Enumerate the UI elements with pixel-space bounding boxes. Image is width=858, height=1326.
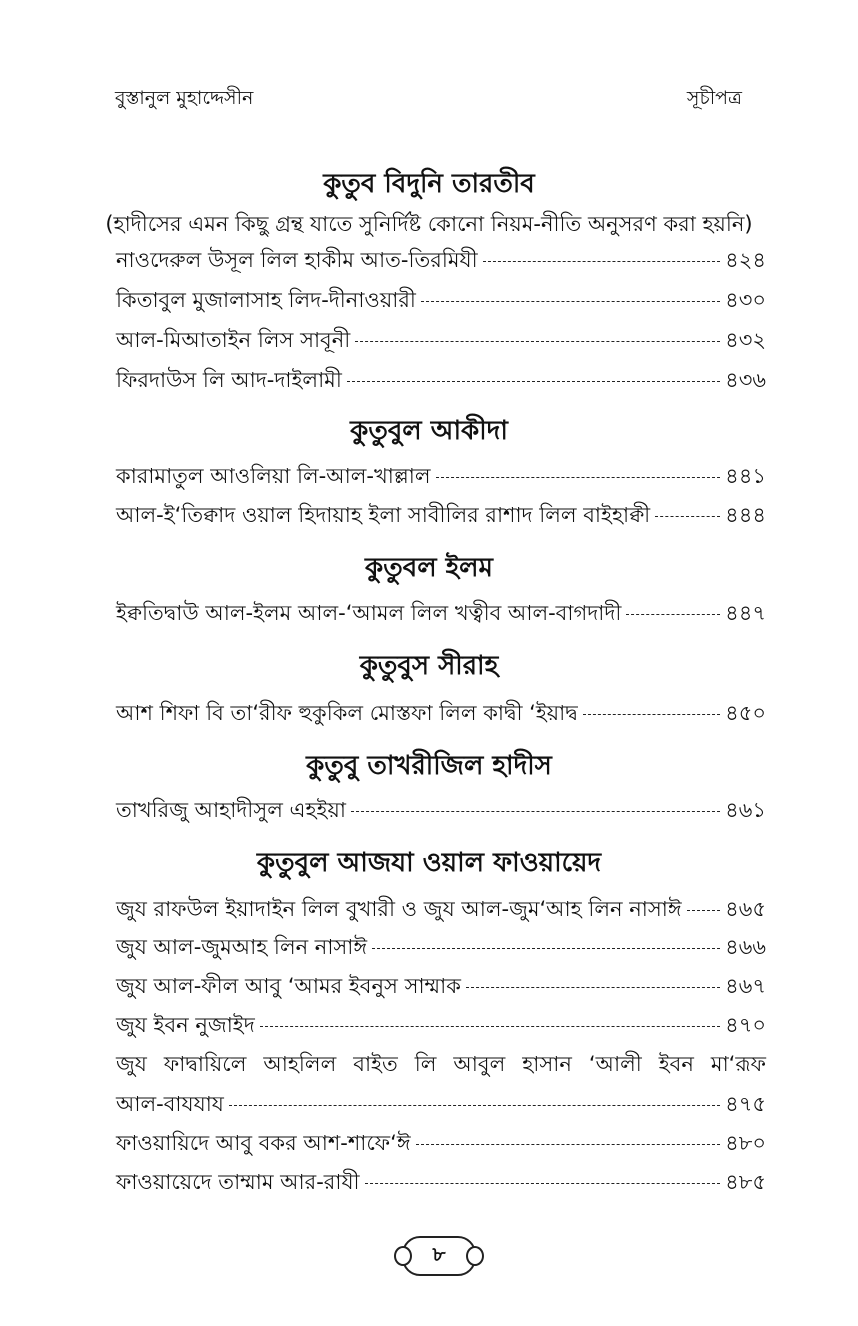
entry-page: ৪৩০ — [725, 288, 766, 312]
entry-page: ৪৬৭ — [725, 974, 766, 998]
dot-leader — [626, 614, 720, 615]
toc-entry[interactable] — [116, 1127, 766, 1161]
entry-page: ৪২৪ — [725, 248, 766, 272]
toc-entry[interactable] — [116, 364, 766, 398]
entry-title: ফিরদাউস লি আদ-দাইলামী — [116, 368, 342, 392]
toc-entry[interactable] — [116, 697, 766, 731]
entry-title: জুয রাফউল ইয়াদাইন লিল বুখারী ও জুয আল-জুম‘আহ লিন নাসাঈ — [116, 897, 682, 921]
entry-page: ৪৬১ — [725, 798, 766, 822]
entry-page: ৪৪৪ — [725, 503, 766, 527]
entry-page: ৪৭০ — [725, 1013, 766, 1037]
dot-leader — [483, 261, 720, 262]
section-heading: কুতুবুল আজযা ওয়াল ফাওয়ায়েদ — [256, 848, 602, 878]
dot-leader — [355, 341, 720, 342]
section-heading: কুতুবু তাখরীজিল হাদীস — [306, 751, 552, 781]
entry-page: ৪৭৫ — [725, 1092, 766, 1116]
dot-leader — [372, 948, 720, 949]
entry-page: ৪৮০ — [725, 1131, 766, 1155]
section-heading: কুতুব বিদুনি তারতীব — [323, 169, 535, 199]
toc-entry[interactable] — [116, 1088, 766, 1122]
entry-title: ইক্বতিদ্বাউ আল-ইলম আল-‘আমল লিল খত্বীব আল-বাগদাদী — [116, 601, 622, 625]
page-number — [402, 1236, 476, 1276]
entry-title: জুয ইবন নুজাইদ — [116, 1013, 255, 1037]
entry-page: ৪৮৫ — [725, 1170, 766, 1194]
entry-page: ৪৪১ — [725, 464, 766, 488]
toc-entry-title-line: জুয ফাদ্বায়িলে আহলিল বাইত লি আবুল হাসান ‘আলী ইবন মা‘রূফ — [116, 1052, 766, 1076]
section-heading: কুতুবুল আকীদা — [350, 416, 508, 446]
entry-page: ৪৪৭ — [725, 601, 766, 625]
dot-leader — [365, 1183, 721, 1184]
dot-leader — [466, 987, 720, 988]
toc-entry[interactable] — [116, 460, 766, 494]
dot-leader — [347, 381, 720, 382]
entry-page: ৪৩৬ — [725, 368, 766, 392]
dot-leader — [421, 301, 720, 302]
toc-entry[interactable] — [116, 1009, 766, 1043]
entry-title: আল-ই‘তিক্বাদ ওয়াল হিদায়াহ ইলা সাবীলির রাশাদ লিল বাইহাক্বী — [116, 503, 651, 527]
dot-leader — [260, 1026, 720, 1027]
toc-entry[interactable] — [116, 970, 766, 1004]
toc-entry[interactable] — [116, 794, 766, 828]
entry-title: জুয আল-ফীল আবু ‘আমর ইবনুস সাম্মাক — [116, 974, 461, 998]
entry-title: ফাওয়ায়েদে তাম্মাম আর-রাযী — [116, 1170, 360, 1194]
entry-title: আল-বাযযায — [116, 1092, 224, 1116]
toc-entry[interactable] — [116, 597, 766, 631]
entry-title: কারামাতুল আওলিয়া লি-আল-খাল্লাল — [116, 464, 431, 488]
entry-title: আশ শিফা বি তা‘রীফ হুকুকিল মোস্তফা লিল কাদ্বী ‘ইয়াদ্ব — [116, 701, 578, 725]
section-note: (হাদীসের এমন কিছু গ্রন্থ যাতে সুনির্দিষ্ট কোনো নিয়ম-নীতি অনুসরণ করা হয়নি) — [105, 212, 753, 236]
dot-leader — [655, 516, 720, 517]
entry-page: ৪৫০ — [725, 701, 766, 725]
toc-entry[interactable] — [116, 499, 766, 533]
entry-title: কিতাবুল মুজালাসাহ লিদ-দীনাওয়ারী — [116, 288, 416, 312]
toc-entry[interactable] — [116, 284, 766, 318]
section-heading: কুতুবল ইলম — [365, 553, 493, 583]
entry-title: ফাওয়ায়িদে আবু বকর আশ-শাফে‘ঈ — [116, 1131, 411, 1155]
entry-title: নাওদেরুল উসূল লিল হাকীম আত-তিরমিযী — [116, 248, 478, 272]
entry-page: ৪৬৬ — [725, 935, 766, 959]
dot-leader — [436, 477, 721, 478]
entry-page: ৪৩২ — [725, 328, 766, 352]
toc-entry[interactable] — [116, 1166, 766, 1200]
dot-leader — [416, 1144, 721, 1145]
toc-entry[interactable] — [116, 893, 766, 927]
entry-title: জুয আল-জুমআহ লিন নাসাঈ — [116, 935, 368, 959]
entry-title: তাখরিজু আহাদীসুল এহইয়া — [116, 798, 346, 822]
running-head-section: সূচীপত্র — [686, 87, 742, 109]
section-heading: কুতুবুস সীরাহ — [359, 651, 499, 681]
entry-title: আল-মিআতাইন লিস সাবূনী — [116, 328, 351, 352]
dot-leader — [583, 714, 720, 715]
running-head-title: বুস্তানুল মুহাদ্দেসীন — [115, 87, 254, 109]
toc-entry[interactable] — [116, 244, 766, 278]
dot-leader — [687, 910, 721, 911]
page-number-label: ৮ — [432, 1241, 446, 1266]
toc-entry[interactable] — [116, 324, 766, 358]
toc-entry[interactable] — [116, 931, 766, 965]
dot-leader — [229, 1105, 720, 1106]
entry-page: ৪৬৫ — [725, 897, 766, 921]
dot-leader — [351, 811, 720, 812]
